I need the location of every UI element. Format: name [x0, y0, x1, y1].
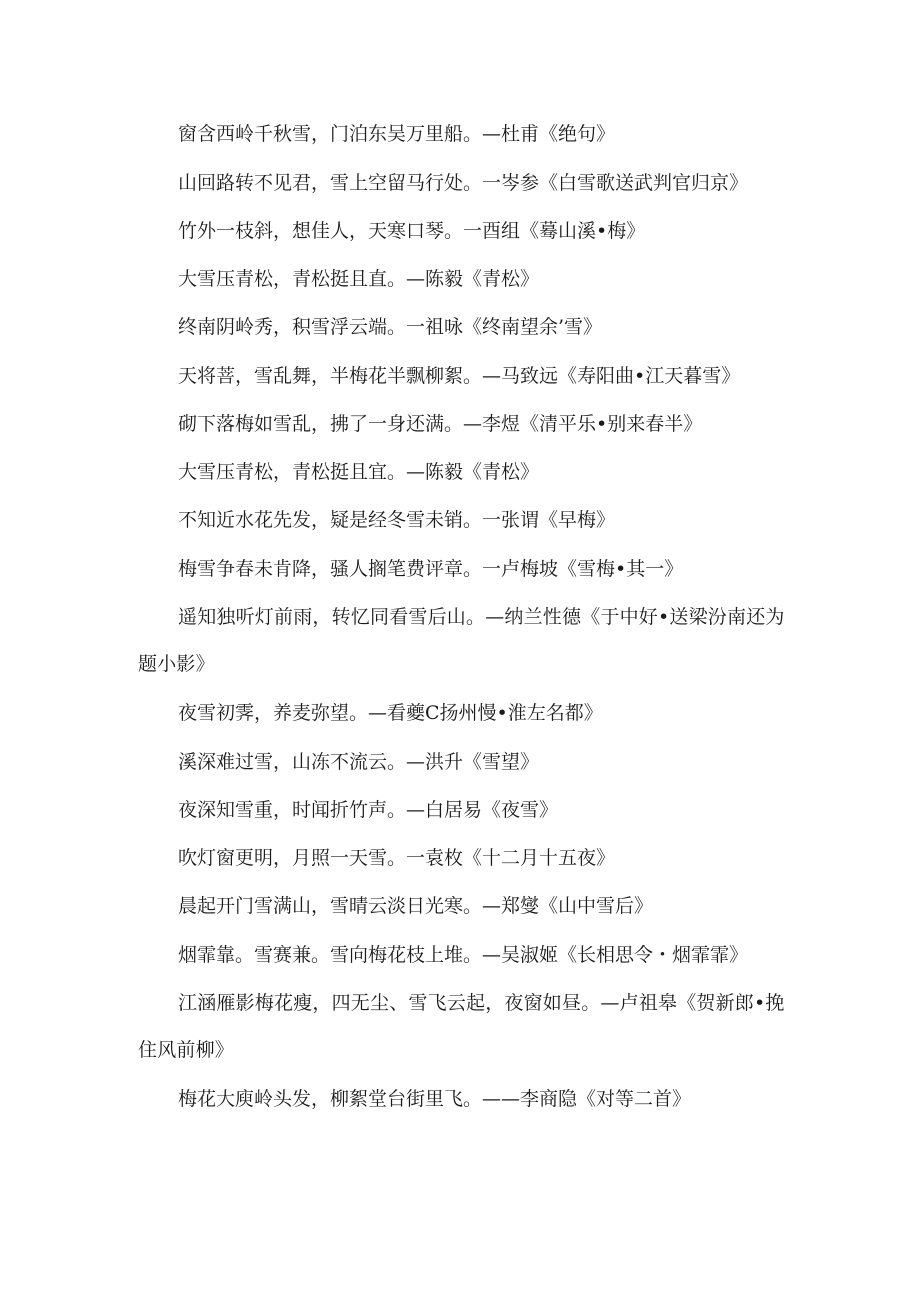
poem-line: 砌下落梅如雪乱，拂了一身还满。—李煜《清平乐•别来春半》 [178, 413, 703, 435]
poem-line: 梅雪争春未肯降，骚人搁笔费评章。一卢梅坡《雪梅•其一》 [178, 558, 684, 580]
poem-line-wrapped: 遥知独听灯前雨，转忆同看雪后山。—纳兰性德《于中好•送梁汾南还为题小影》 [138, 606, 785, 675]
poem-line: 山回路转不见君，雪上空留马行处。一岑参《白雪歌送武判官归京》 [178, 172, 749, 194]
poem-line: 溪深难过雪，山冻不流云。—洪升《雪望》 [178, 751, 540, 773]
poem-line: 梅花大庾岭头发，柳絮堂台街里飞。——李商隐《对等二首》 [178, 1088, 692, 1110]
poem-line-wrapped: 江涵雁影梅花瘦，四无尘、雪飞云起，夜窗如昼。—卢祖皋《贺新郎•挽住风前柳》 [138, 992, 785, 1061]
poem-line: 终南阴岭秀，积雪浮云端。一祖咏《终南望余’雪》 [178, 316, 603, 338]
poem-line: 大雪压青松，青松挺且宜。—陈毅《青松》 [178, 461, 540, 483]
poem-line: 窗含西岭千秋雪，门泊东吴万里船。—杜甫《绝句》 [178, 123, 616, 145]
poem-line: 天将菩，雪乱舞，半梅花半飘柳絮。—马致远《寿阳曲•江天暮雪》 [178, 365, 741, 387]
poem-line: 大雪压青松，青松挺且直。—陈毅《青松》 [178, 268, 540, 290]
poem-line: 晨起开门雪满山，雪晴云淡日光寒。—郑燮《山中雪后》 [178, 895, 654, 917]
poem-line: 夜雪初霁，养麦弥望。—看夔C扬州慢•淮左名都》 [178, 702, 603, 724]
poem-line: 吹灯窗更明，月照一天雪。一袁枚《十二月十五夜》 [178, 847, 616, 869]
poem-line: 夜深知雪重，时闻折竹声。—白居易《夜雪》 [178, 799, 559, 821]
poem-line: 不知近水花先发，疑是经冬雪未销。一张谓《早梅》 [178, 509, 616, 531]
poem-line: 竹外一枝斜，想佳人，天寒口琴。一酉组《蓦山溪•梅》 [178, 220, 646, 242]
poem-line: 烟霏靠。雪赛兼。雪向梅花枝上堆。—吴淑姬《长相思令・烟霏霏》 [178, 944, 749, 966]
